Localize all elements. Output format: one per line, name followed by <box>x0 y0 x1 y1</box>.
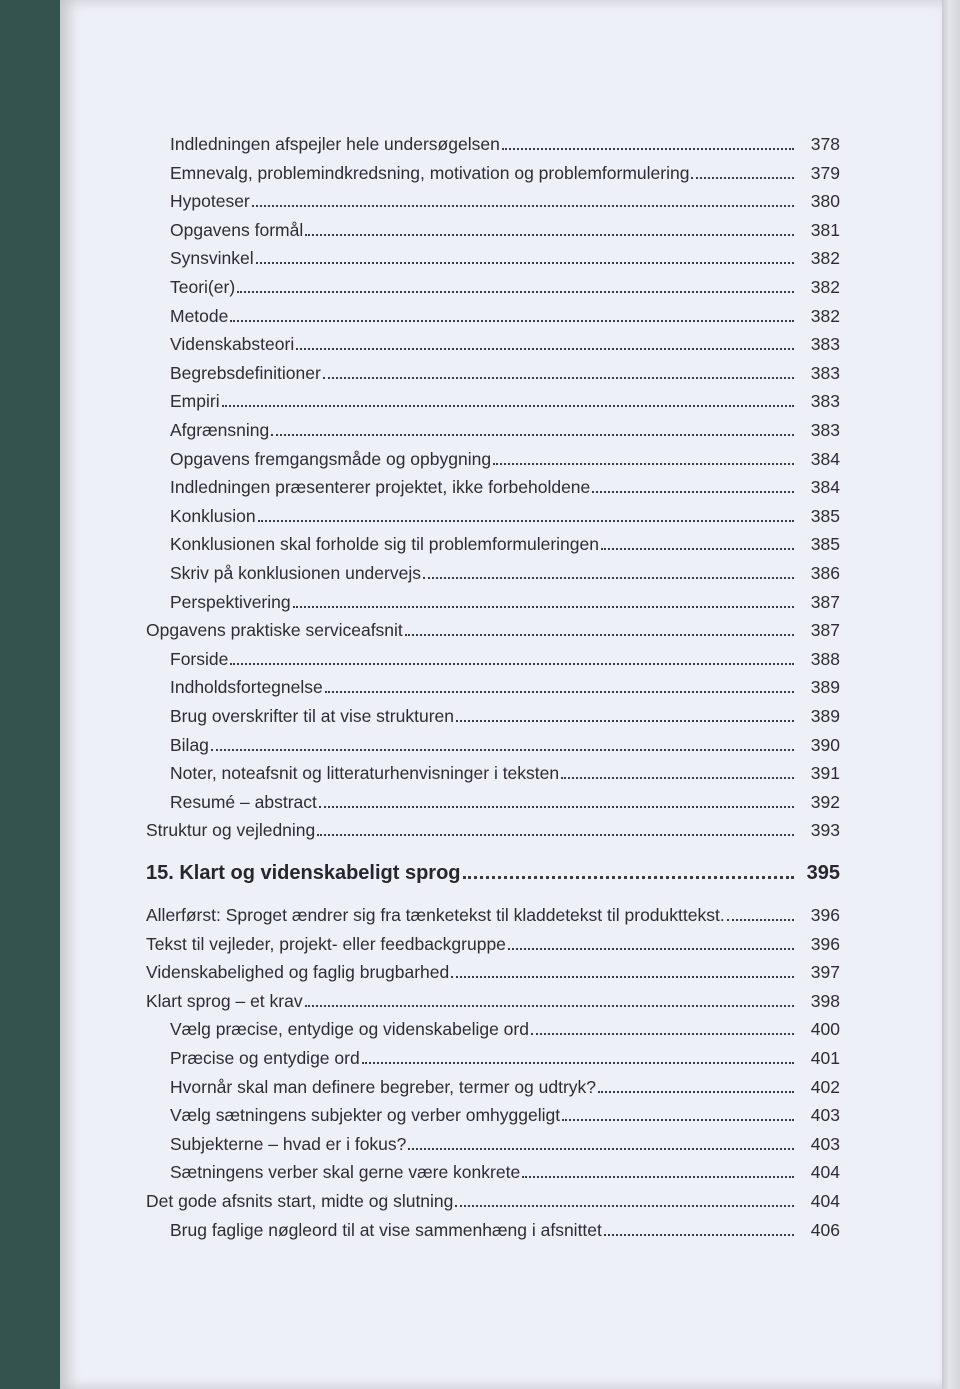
toc-entry <box>170 416 840 444</box>
dot-leader <box>317 834 794 836</box>
toc-entry <box>170 244 840 272</box>
toc-page-number: 379 <box>810 162 840 183</box>
toc-entry <box>170 1101 840 1129</box>
toc-entry <box>146 958 840 986</box>
toc-page-number: 382 <box>810 277 840 297</box>
toc-entry-title: Hypoteser <box>170 191 250 212</box>
dot-leader <box>604 1234 794 1236</box>
dot-leader <box>508 948 794 950</box>
toc-page-number: 383 <box>810 391 840 412</box>
toc-entry <box>170 759 840 787</box>
toc-page-number: 388 <box>810 648 840 669</box>
dot-leader <box>293 606 794 608</box>
toc-page-number: 397 <box>810 962 840 983</box>
dot-leader <box>691 177 794 179</box>
dot-leader <box>451 976 794 978</box>
toc-page-number: 406 <box>810 1219 840 1240</box>
toc-entry-title: Bilag <box>170 734 209 755</box>
toc-entry <box>170 1073 840 1101</box>
dot-leader <box>222 405 794 407</box>
dot-leader <box>258 520 794 522</box>
toc-entry-title: Hvornår skal man definere begreber, termer og udtryk? <box>170 1076 597 1097</box>
dot-leader <box>598 1091 794 1093</box>
toc-page-number: 380 <box>810 191 840 212</box>
toc-page-number: 389 <box>810 706 840 726</box>
toc-page-number: 387 <box>810 620 840 641</box>
toc-page-number: 390 <box>810 734 840 755</box>
page-edge <box>942 0 960 1389</box>
toc-page-number: 386 <box>810 563 840 583</box>
toc-entry <box>170 788 840 816</box>
toc-page-number: 384 <box>810 448 840 469</box>
toc-entry-title: Tekst til vejleder, projekt- eller feedbackgruppe <box>146 933 506 954</box>
toc-entry-title: Allerførst: Sproget ændrer sig fra tænketekst til kladdetekst til produkttekst. <box>146 905 725 925</box>
toc-page-number: 378 <box>810 134 840 154</box>
dot-leader <box>319 806 794 808</box>
toc-page-number: 382 <box>810 305 840 326</box>
toc-entry-title: Noter, noteafsnit og litteraturhenvisninger i teksten <box>170 763 560 784</box>
toc-entry <box>146 616 840 644</box>
toc-page-number: 395 <box>806 862 840 884</box>
toc-page-number: 381 <box>810 219 840 240</box>
dot-leader <box>252 205 794 207</box>
toc-page-number: 403 <box>810 1105 840 1126</box>
toc-chapter-heading <box>146 859 840 887</box>
toc-entry <box>170 673 840 701</box>
toc-entry <box>170 273 840 301</box>
toc-entry <box>170 1015 840 1043</box>
toc-page-number: 393 <box>810 820 840 841</box>
toc-entry-title: Opgavens formål <box>170 219 304 240</box>
dot-leader <box>531 1033 794 1035</box>
toc-entry-title: Subjekterne – hvad er i fokus? <box>170 1133 407 1154</box>
toc-entry <box>146 987 840 1015</box>
toc-page-number: 391 <box>810 763 840 784</box>
dot-leader <box>562 1119 794 1121</box>
dot-leader <box>296 348 794 350</box>
dot-leader <box>305 234 794 236</box>
toc-entry <box>146 930 840 958</box>
toc-entry <box>170 330 840 358</box>
toc-page-number: 387 <box>810 591 840 612</box>
book-spine <box>0 0 60 1389</box>
dot-leader <box>727 919 794 921</box>
toc-entry <box>170 1130 840 1158</box>
toc-page-number: 398 <box>810 990 840 1011</box>
toc-entry <box>146 816 840 844</box>
toc-entry <box>170 530 840 558</box>
toc-entry-title: Brug overskrifter til at vise strukturen <box>170 706 454 726</box>
dot-leader <box>493 463 794 465</box>
toc-entry <box>170 359 840 387</box>
dot-leader <box>522 1176 794 1178</box>
toc-entry <box>170 645 840 673</box>
toc-entry-title: Skriv på konklusionen undervejs <box>170 563 421 583</box>
toc-entry <box>146 901 840 929</box>
toc-entry-title: Klart sprog – et krav <box>146 990 303 1011</box>
toc-entry-title: Det gode afsnits start, midte og slutning <box>146 1191 454 1211</box>
toc-entry-title: Vælg præcise, entydige og videnskabelige ord <box>170 1019 529 1040</box>
dot-leader <box>237 291 794 293</box>
toc-page-number: 401 <box>810 1048 840 1068</box>
toc-entry-title: Konklusionen skal forholde sig til problemformuleringen <box>170 534 599 555</box>
toc-entry-title: Empiri <box>170 391 220 412</box>
toc-page-number: 385 <box>810 534 840 555</box>
toc-entry-title: Afgrænsning <box>170 420 270 440</box>
toc-entry <box>170 1158 840 1186</box>
book-page <box>60 0 942 1389</box>
toc-entry-title: Opgavens fremgangsmåde og opbygning <box>170 448 492 469</box>
toc-entry <box>170 387 840 415</box>
dot-leader <box>463 876 794 879</box>
dot-leader <box>456 720 794 722</box>
toc-entry <box>170 302 840 330</box>
dot-leader <box>256 262 794 264</box>
toc-entry <box>170 159 840 187</box>
toc-entry-title: Videnskabsteori <box>170 334 295 355</box>
dot-leader <box>230 663 794 665</box>
dot-leader <box>592 491 794 493</box>
toc-entry <box>170 130 840 158</box>
toc-page-number: 383 <box>810 362 840 383</box>
toc-page-number: 385 <box>810 505 840 526</box>
toc-entry-title: Sætningens verber skal gerne være konkrete <box>170 1162 521 1183</box>
toc-entry <box>146 1187 840 1215</box>
toc-entry-title: Emnevalg, problemindkredsning, motivation og problemformulering <box>170 162 690 183</box>
dot-leader <box>211 749 794 751</box>
dot-leader <box>271 434 794 436</box>
dot-leader <box>362 1062 794 1064</box>
toc-entry <box>170 445 840 473</box>
toc-entry <box>170 1044 840 1072</box>
dot-leader <box>561 777 794 779</box>
toc-entry-title: Præcise og entydige ord <box>170 1048 360 1068</box>
toc-page-number: 392 <box>810 791 840 812</box>
toc-page-number: 396 <box>810 933 840 954</box>
toc-entry <box>170 187 840 215</box>
toc-page-number: 384 <box>810 477 840 498</box>
toc-entry-title: Synsvinkel <box>170 248 254 269</box>
toc-page-number: 403 <box>810 1133 840 1154</box>
toc-page-number: 383 <box>810 334 840 355</box>
toc-entry <box>170 702 840 730</box>
toc-page-number: 404 <box>810 1191 840 1211</box>
toc-entry-title: Indledningen afspejler hele undersøgelsen <box>170 134 500 154</box>
toc-page-number: 382 <box>810 248 840 269</box>
dot-leader <box>423 577 794 579</box>
toc-page-number: 400 <box>810 1019 840 1040</box>
toc-entry-title: Opgavens praktiske serviceafsnit <box>146 620 403 641</box>
dot-leader <box>405 634 794 636</box>
dot-leader <box>305 1005 794 1007</box>
toc-entry-title: Forside <box>170 648 229 669</box>
toc-entry-title: Vælg sætningens subjekter og verber omhyggeligt <box>170 1105 561 1126</box>
toc-entry-title: Metode <box>170 305 229 326</box>
toc-entry <box>170 473 840 501</box>
toc-entry-title: Struktur og vejledning <box>146 820 316 841</box>
dot-leader <box>601 548 794 550</box>
toc-entry <box>170 588 840 616</box>
toc-entry-title: Videnskabelighed og faglig brugbarhed <box>146 962 450 983</box>
dot-leader <box>323 377 794 379</box>
dot-leader <box>230 320 794 322</box>
toc-page-number: 383 <box>810 420 840 440</box>
toc-entry <box>170 216 840 244</box>
dot-leader <box>455 1205 794 1207</box>
toc-entry <box>170 559 840 587</box>
toc-page-number: 404 <box>810 1162 840 1183</box>
toc-entry-title: Konklusion <box>170 505 256 526</box>
dot-leader <box>408 1148 794 1150</box>
toc-entry-title: Resumé – abstract <box>170 791 317 812</box>
toc-page-number: 402 <box>810 1076 840 1097</box>
toc-page-number: 396 <box>810 905 840 925</box>
toc-entry-title: Begrebsdefinitioner <box>170 362 321 383</box>
toc-entry <box>170 731 840 759</box>
toc-entry-title: Indholdsfortegnelse <box>170 677 323 698</box>
toc-page-number: 389 <box>810 677 840 698</box>
toc-entry <box>170 502 840 530</box>
toc-entry <box>170 1216 840 1244</box>
toc-entry-title: Perspektivering <box>170 591 291 612</box>
toc-entry-title: 15. Klart og videnskabeligt sprog <box>146 862 461 884</box>
dot-leader <box>325 691 794 693</box>
toc-entry-title: Indledningen præsenterer projektet, ikke forbeholdene <box>170 477 591 498</box>
toc-entry-title: Teori(er) <box>170 277 236 297</box>
dot-leader <box>502 148 794 150</box>
toc-entry-title: Brug faglige nøgleord til at vise sammenhæng i afsnittet <box>170 1219 602 1240</box>
